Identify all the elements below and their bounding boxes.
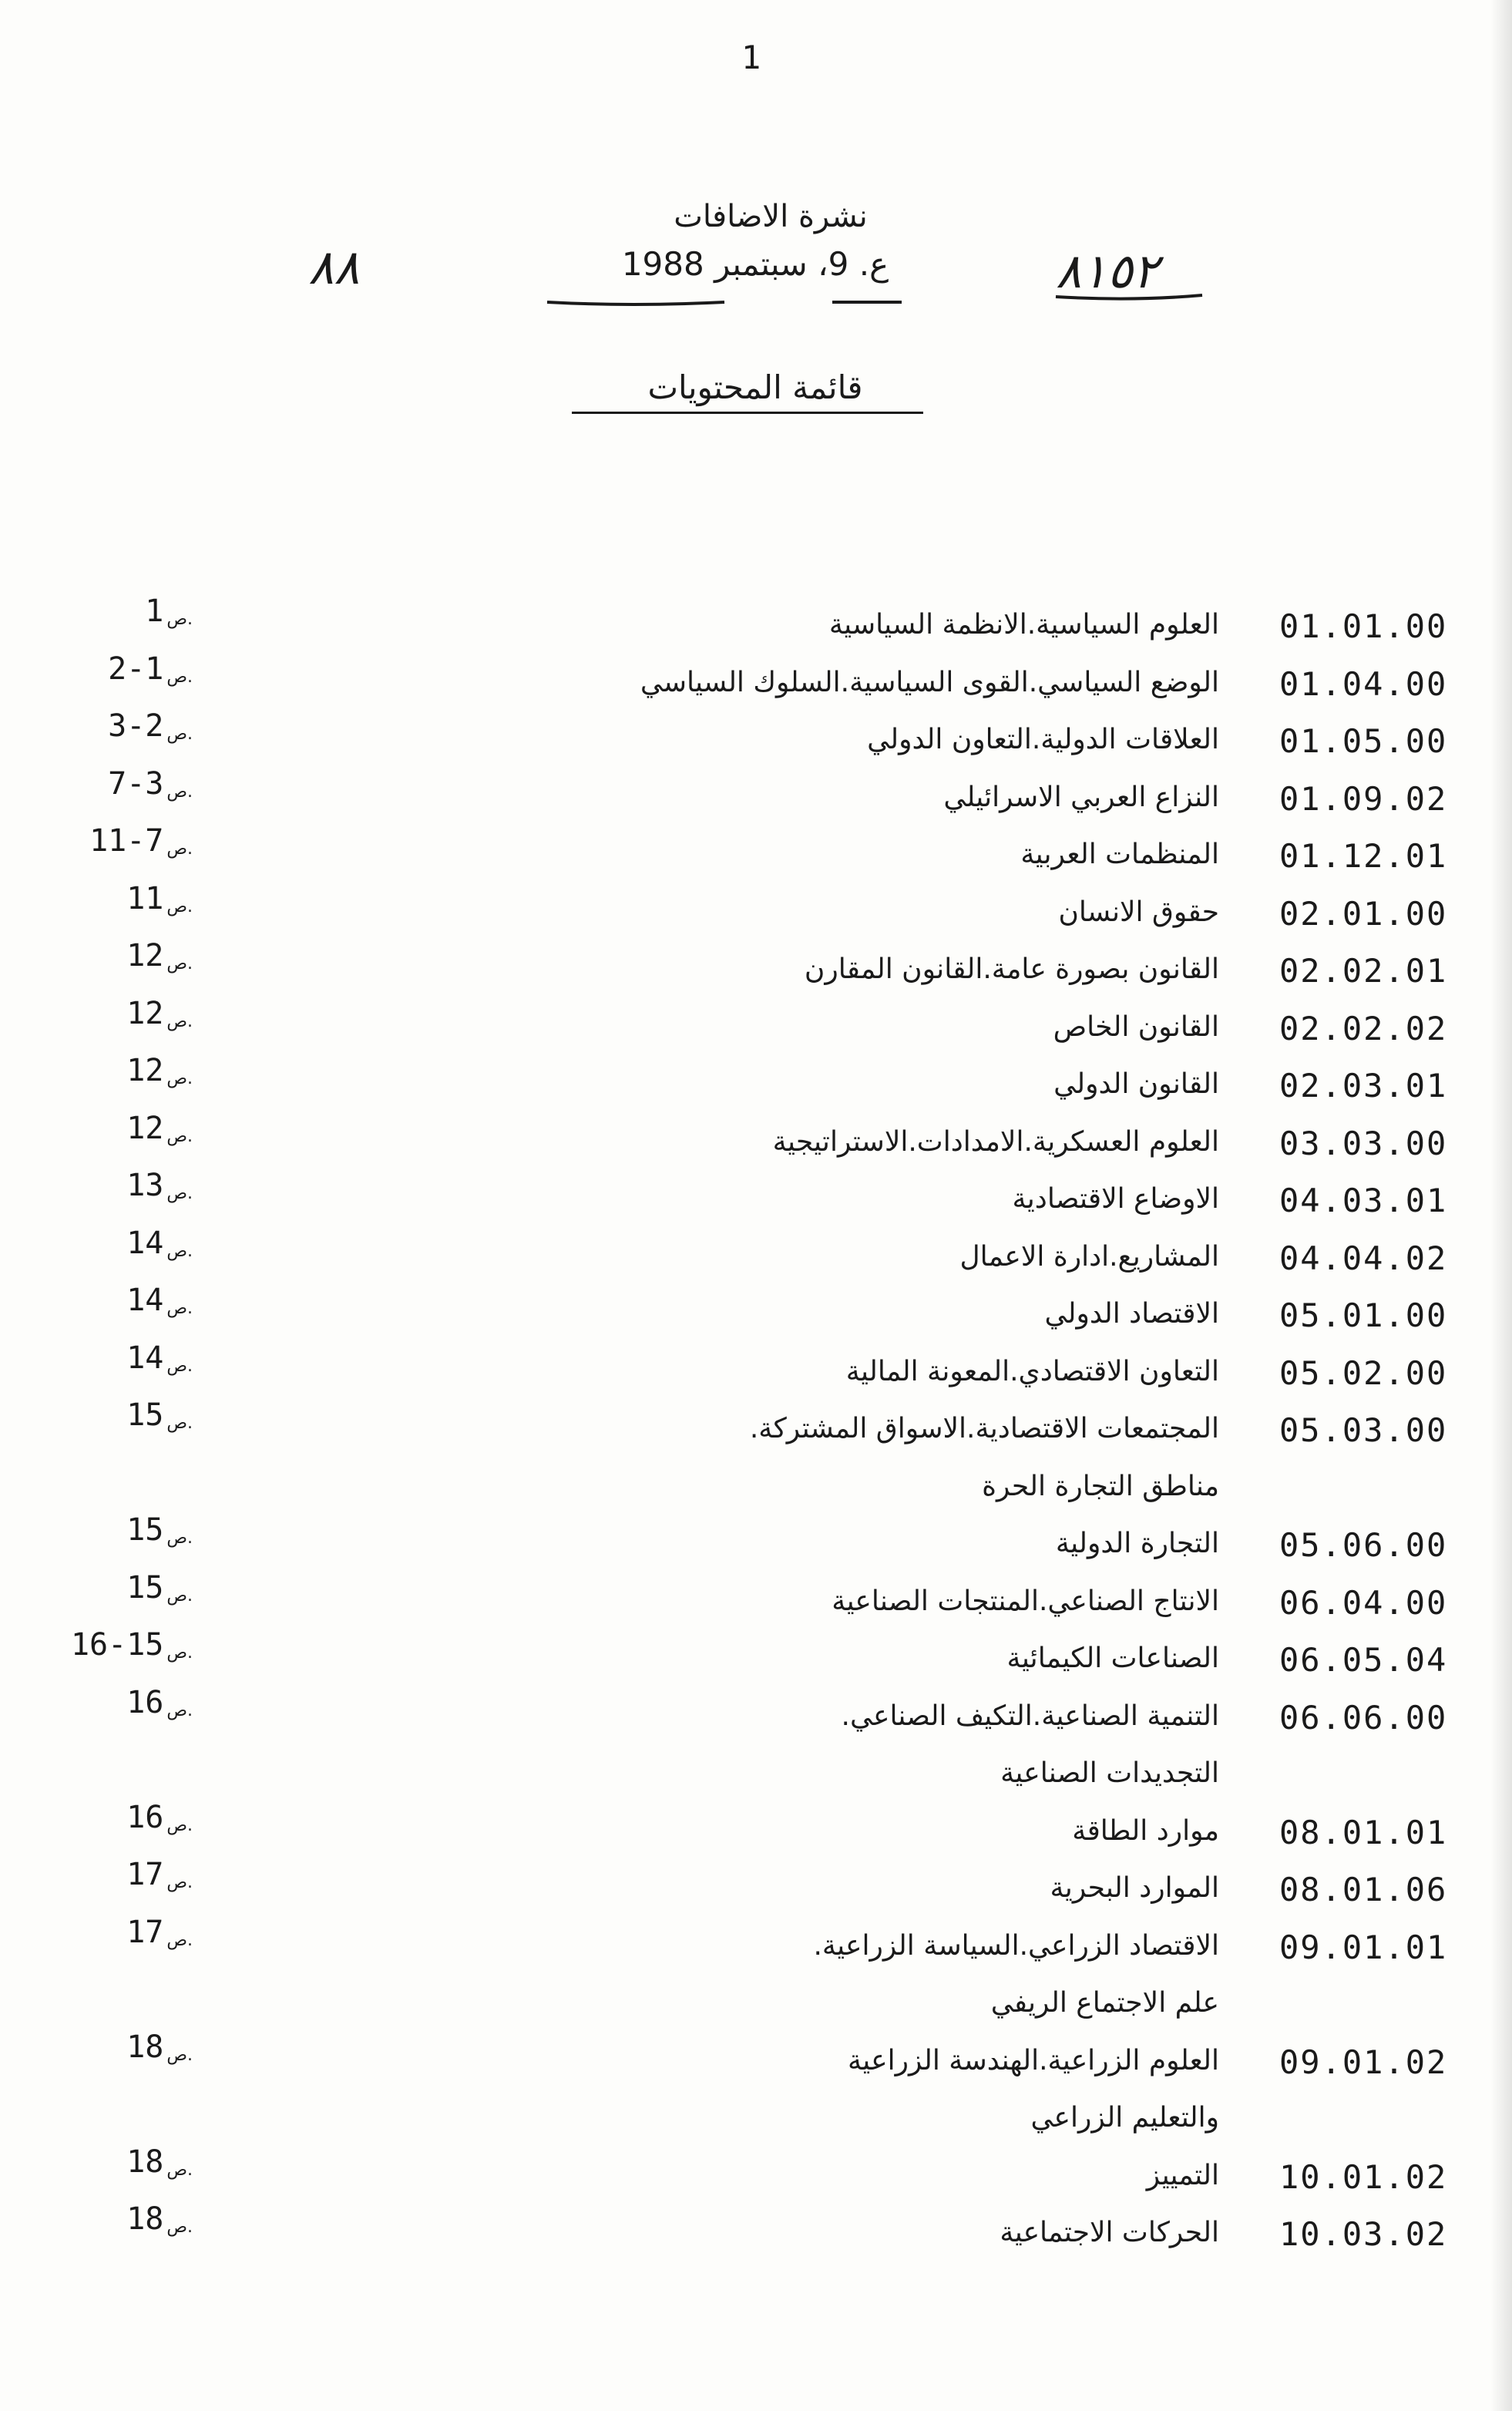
toc-title: المشاريع.ادارة الاعمال (959, 1240, 1219, 1273)
toc-page-ref: 15 ص. (126, 1569, 193, 1606)
toc-title: الوضع السياسي.القوى السياسية.السلوك السياسي (640, 666, 1219, 698)
toc-page-ref: 14 ص. (126, 1340, 193, 1376)
toc-title: القانون الدولي (1053, 1068, 1219, 1100)
toc-code: 01.09.02 (1279, 779, 1448, 818)
toc-code: 08.01.01 (1279, 1813, 1448, 1851)
toc-code: 02.02.02 (1279, 1009, 1448, 1047)
toc-title: العلوم السياسية.الانظمة السياسية (828, 609, 1219, 641)
toc-code: 09.01.02 (1279, 2043, 1448, 2081)
toc-page-ref: 14 ص. (126, 1225, 193, 1261)
toc-title: قائمة المحتويات (647, 368, 863, 406)
toc-page-ref: 14 ص. (126, 1283, 193, 1318)
toc-code: 01.04.00 (1279, 664, 1448, 703)
toc-page-ref: 18 ص. (126, 2144, 193, 2180)
toc-page-ref: 7-3 ص. (108, 765, 193, 802)
toc-title: المنظمات العربية (1020, 839, 1219, 870)
toc-code: 10.03.02 (1279, 2215, 1448, 2253)
toc-title: الاقتصاد الدولي (1044, 1298, 1219, 1330)
toc-page-ref: 12 ص. (126, 995, 193, 1031)
toc-title: موارد الطاقة (1072, 1814, 1219, 1847)
toc-page-ref: 17 ص. (126, 1914, 193, 1950)
toc-code: 03.03.00 (1279, 1124, 1448, 1162)
toc-code: 05.01.00 (1279, 1296, 1448, 1334)
toc-code: 04.03.01 (1279, 1182, 1448, 1219)
toc-title: الصناعات الكيمائية (1006, 1643, 1219, 1674)
toc-code: 05.02.00 (1279, 1353, 1448, 1392)
toc-page-ref: 15 ص. (126, 1512, 193, 1548)
toc-title: التمييز (1146, 2159, 1219, 2191)
toc-page-ref: 12 ص. (126, 1053, 193, 1088)
issue-line: ع. 9، سبتمبر 1988 (621, 245, 889, 283)
handwritten-underline (1048, 289, 1218, 304)
toc-title-continuation: علم الاجتماع الريفي (990, 1987, 1219, 2019)
toc-title-underline (572, 412, 923, 414)
toc-page-ref: 18 ص. (126, 2029, 193, 2065)
toc-title: التنمية الصناعية.التكيف الصناعي. (841, 1700, 1219, 1732)
toc-code: 04.04.02 (1279, 1239, 1448, 1277)
toc-page-ref: 15 ص. (126, 1397, 193, 1433)
toc-title: العلوم العسكرية.الامدادات.الاستراتيجية (772, 1125, 1219, 1158)
toc-title: الاقتصاد الزراعي.السياسة الزراعية. (813, 1929, 1219, 1962)
toc-page-ref: 11-7 ص. (89, 823, 193, 859)
toc-code: 08.01.06 (1279, 1871, 1448, 1908)
toc-page-ref: 18 ص. (126, 2201, 193, 2237)
toc-title: التعاون الاقتصادي.المعونة المالية (845, 1355, 1219, 1387)
toc-code: 01.05.00 (1279, 722, 1448, 760)
toc-code: 02.03.01 (1279, 1067, 1448, 1105)
toc-title: الانتاج الصناعي.المنتجات الصناعية (832, 1585, 1219, 1617)
toc-code: 01.01.00 (1279, 607, 1448, 645)
toc-page-ref: 12 ص. (126, 1110, 193, 1146)
toc-title: العلوم الزراعية.الهندسة الزراعية (848, 2044, 1219, 2076)
handwritten-year-mark: ٨٨ (308, 239, 360, 295)
toc-title: المجتمعات الاقتصادية.الاسواق المشتركة. (749, 1413, 1219, 1444)
toc-code: 06.06.00 (1279, 1698, 1448, 1737)
toc-page-ref: 12 ص. (126, 938, 193, 973)
toc-title: الحركات الاجتماعية (1000, 2217, 1219, 2248)
toc-title: النزاع العربي الاسرائيلي (943, 781, 1219, 813)
toc-title: العلاقات الدولية.التعاون الدولي (867, 724, 1219, 755)
toc-code: 09.01.01 (1279, 1928, 1448, 1966)
toc-code: 06.05.04 (1279, 1641, 1448, 1679)
toc-page-ref: 11 ص. (126, 880, 193, 916)
toc-code: 02.02.01 (1279, 952, 1448, 990)
issue-underline (539, 293, 971, 311)
toc-page-ref: 16-15 ص. (70, 1627, 193, 1663)
toc-code: 05.03.00 (1279, 1411, 1448, 1449)
toc-title-continuation: مناطق التجارة الحرة (982, 1470, 1219, 1502)
toc-title-continuation: التجديدات الصناعية (1000, 1757, 1219, 1789)
toc-title: القانون بصورة عامة.القانون المقارن (804, 953, 1219, 985)
toc-page-ref: 16 ص. (126, 1684, 193, 1720)
toc-title: حقوق الانسان (1058, 896, 1219, 928)
toc-page-ref: 13 ص. (126, 1168, 193, 1203)
toc-page-ref: 17 ص. (126, 1857, 193, 1892)
bulletin-title: نشرة الاضافات (674, 199, 868, 234)
toc-code: 01.12.01 (1279, 837, 1448, 875)
page-number: 1 (741, 39, 761, 76)
toc-code: 05.06.00 (1279, 1526, 1448, 1564)
toc-title: الموارد البحرية (1050, 1872, 1219, 1904)
toc-page-ref: 2-1 ص. (108, 651, 193, 687)
toc-title-continuation: والتعليم الزراعي (1030, 2102, 1219, 2134)
toc-code: 10.01.02 (1279, 2157, 1448, 2196)
toc-page-ref: 3-2 ص. (108, 708, 193, 744)
toc-title: التجارة الدولية (1055, 1528, 1219, 1559)
toc-page-ref: 1 ص. (145, 594, 193, 629)
handwritten-call-number: ٨١٥٢ (1056, 243, 1159, 299)
scan-edge (1490, 0, 1512, 2411)
toc-page-ref: 16 ص. (126, 1799, 193, 1835)
toc-code: 06.04.00 (1279, 1583, 1448, 1622)
toc-title: القانون الخاص (1053, 1010, 1219, 1043)
toc-code: 02.01.00 (1279, 894, 1448, 933)
toc-title: الاوضاع الاقتصادية (1012, 1183, 1219, 1215)
